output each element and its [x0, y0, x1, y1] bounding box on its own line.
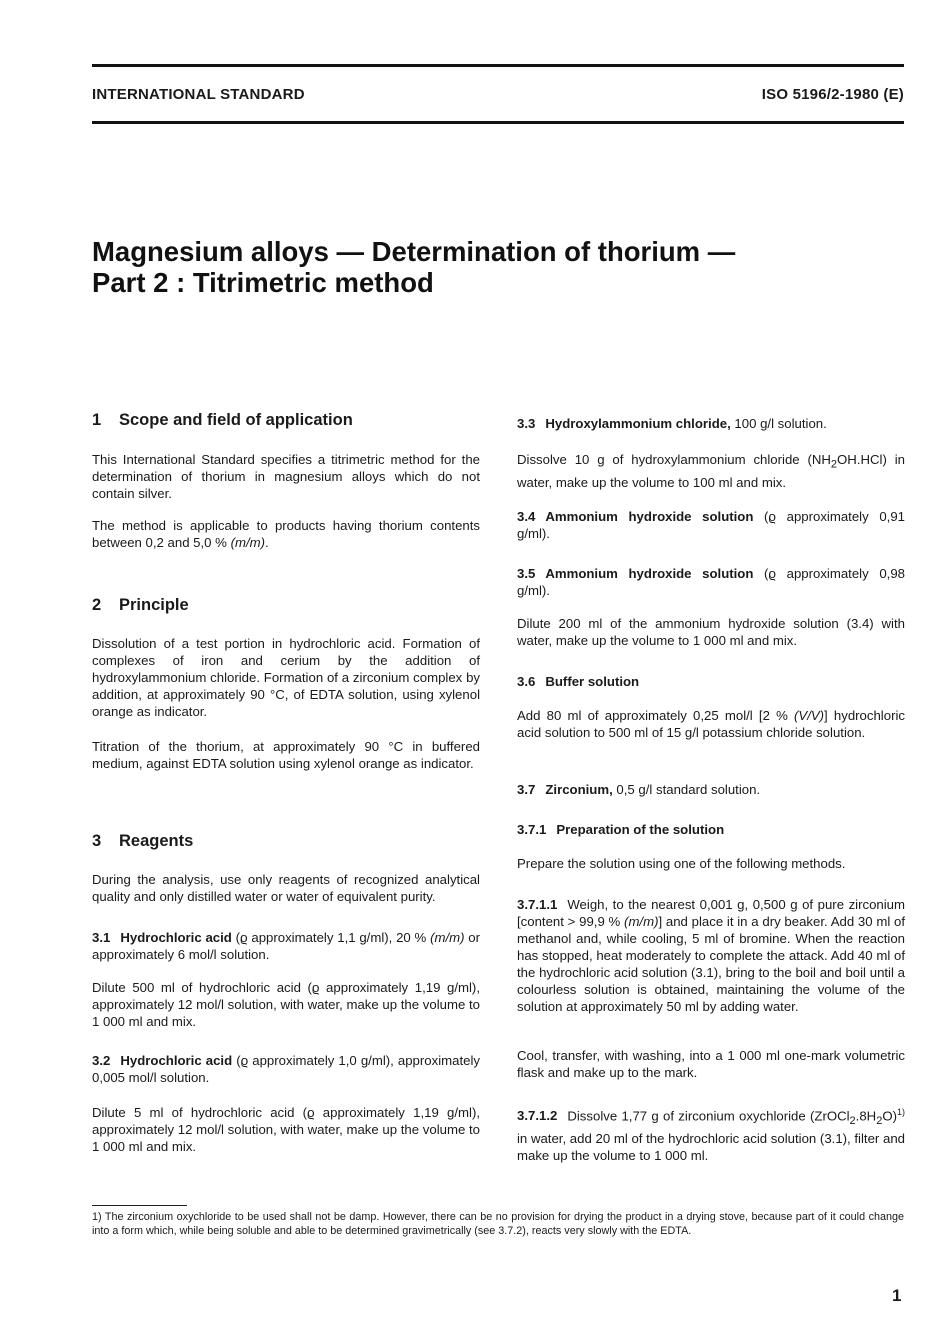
section-number: 2	[92, 596, 102, 614]
footnote-rule	[92, 1205, 187, 1206]
paragraph: Cool, transfer, with washing, into a 1 000 ml one-mark volumetric flask and make up to the mark.	[517, 1048, 905, 1080]
paragraph: Dissolve 10 g of hydroxylammonium chloride $(NH_2OH.HCl)$ in water, make up the volume to 100 ml and mix.	[517, 452, 905, 490]
paragraph: Add 80 ml of approximately 0,25 mol/l [2 % (V/V)] hydrochloric acid solution to 500 ml of 15 g/l potassium chloride solution.	[517, 708, 905, 740]
paragraph: Dilute 200 ml of the ammonium hydroxide solution (3.4) with water, make up the volume to 1 000 ml and mix.	[517, 616, 905, 648]
reagent-3-6: 3.6 Buffer solution	[517, 674, 640, 689]
section-number: 1	[92, 411, 102, 429]
paragraph: Titration of the thorium, at approximately 90 °C in buffered medium, against EDTA solution using xylenol orange as indicator.	[92, 739, 480, 771]
subsection-3-7-1: 3.7.1 Preparation of the solution	[517, 822, 725, 837]
section-number: 3	[92, 832, 102, 850]
footnote: 1) The zirconium oxychloride to be used shall not be damp. However, there can be no provision for drying the product in a drying stove, because part of it could change into a form which, while being soluble and able to be determined gravimetrically (see 3.7.2), reacts very slowly with the EDTA.	[92, 1211, 904, 1237]
paragraph: The method is applicable to products having thorium contents between 0,2 and 5,0 % (m/m).	[92, 518, 480, 550]
left-column	[92, 0, 480, 1200]
reagent-3-7: 3.7 Zirconium, 0,5 g/l standard solution.	[517, 782, 761, 797]
section-title: Principle	[119, 596, 189, 614]
reagent-3-1: 3.1 Hydrochloric acid (ϱ approximately 1,1 g/ml), 20 % (m/m) or approximately 6 mol/l solution.	[92, 930, 480, 962]
section-title: Scope and field of application	[119, 411, 353, 429]
paragraph: Dilute 500 ml of hydrochloric acid (ϱ approximately 1,19 g/ml), approximately 12 mol/l solution, with water, make up the volume to 1 000 ml and mix.	[92, 980, 480, 1029]
title-line-1: Magnesium alloys — Determination of thorium —	[92, 236, 736, 267]
header-standard-label: INTERNATIONAL STANDARD	[92, 86, 305, 103]
reagent-3-3: 3.3 Hydroxylammonium chloride, 100 g/l solution.	[517, 416, 827, 431]
reagent-3-5: 3.5 Ammonium hydroxide solution (ϱ approximately 0,98 g/ml).	[517, 566, 905, 598]
paragraph: Prepare the solution using one of the following methods.	[517, 856, 846, 871]
header-document-id: ISO 5196/2-1980 (E)	[761, 86, 904, 103]
paragraph: Dilute 5 ml of hydrochloric acid (ϱ approximately 1,19 g/ml), approximately 12 mol/l solution, with water, make up the volume to 1 000 ml and mix.	[92, 1105, 480, 1154]
page-number: 1	[892, 1286, 902, 1305]
section-3-heading	[92, 833, 193, 850]
section-1-heading	[92, 412, 353, 429]
paragraph: During the analysis, use only reagents of recognized analytical quality and only distilled water or water of equivalent purity.	[92, 872, 480, 904]
section-title: Reagents	[119, 832, 194, 850]
reagent-3-2: 3.2 Hydrochloric acid (ϱ approximately 1,0 g/ml), approximately 0,005 mol/l solution.	[92, 1053, 480, 1085]
method-3-7-1-1: 3.7.1.1 Weigh, to the nearest 0,001 g, 0,500 g of pure zirconium [content > 99,9 % (m/m)] and place it in a dry beaker. Add 30 ml of methanol and, while cooling, 5 ml of bromine. When the reaction has stopped, heat moderately to complete the attack. Add 40 ml of the hydrochloric acid solution (3.1), bring to the boil and boil until a colourless solution is obtained, maintaining the volume of the solution at approximately 50 ml by adding water.	[517, 897, 906, 1014]
right-column	[517, 0, 905, 1200]
reagent-3-4: 3.4 Ammonium hydroxide solution (ϱ approximately 0,91 g/ml).	[517, 509, 905, 541]
method-3-7-1-2: 3.7.1.2 Dissolve 1,77 g of zirconium oxychloride $(ZrOCl_2.8H_2O)^{1)}$ in water, add 20 ml of the hydrochloric acid solution (3.1), filter and make up the volume to 1 000 ml.	[517, 1107, 905, 1164]
paragraph: This International Standard specifies a titrimetric method for the determination of thorium in magnesium alloys which do not contain silver.	[92, 452, 480, 501]
title-line-2: Part 2 : Titrimetric method	[92, 267, 434, 298]
paragraph: Dissolution of a test portion in hydrochloric acid. Formation of complexes of iron and cerium by the addition of hydroxylammonium chloride. Formation of a zirconium complex by addition, at approximately 90 °C, of EDTA solution, using xylenol orange as indicator.	[92, 636, 480, 719]
section-2-heading	[92, 597, 189, 614]
